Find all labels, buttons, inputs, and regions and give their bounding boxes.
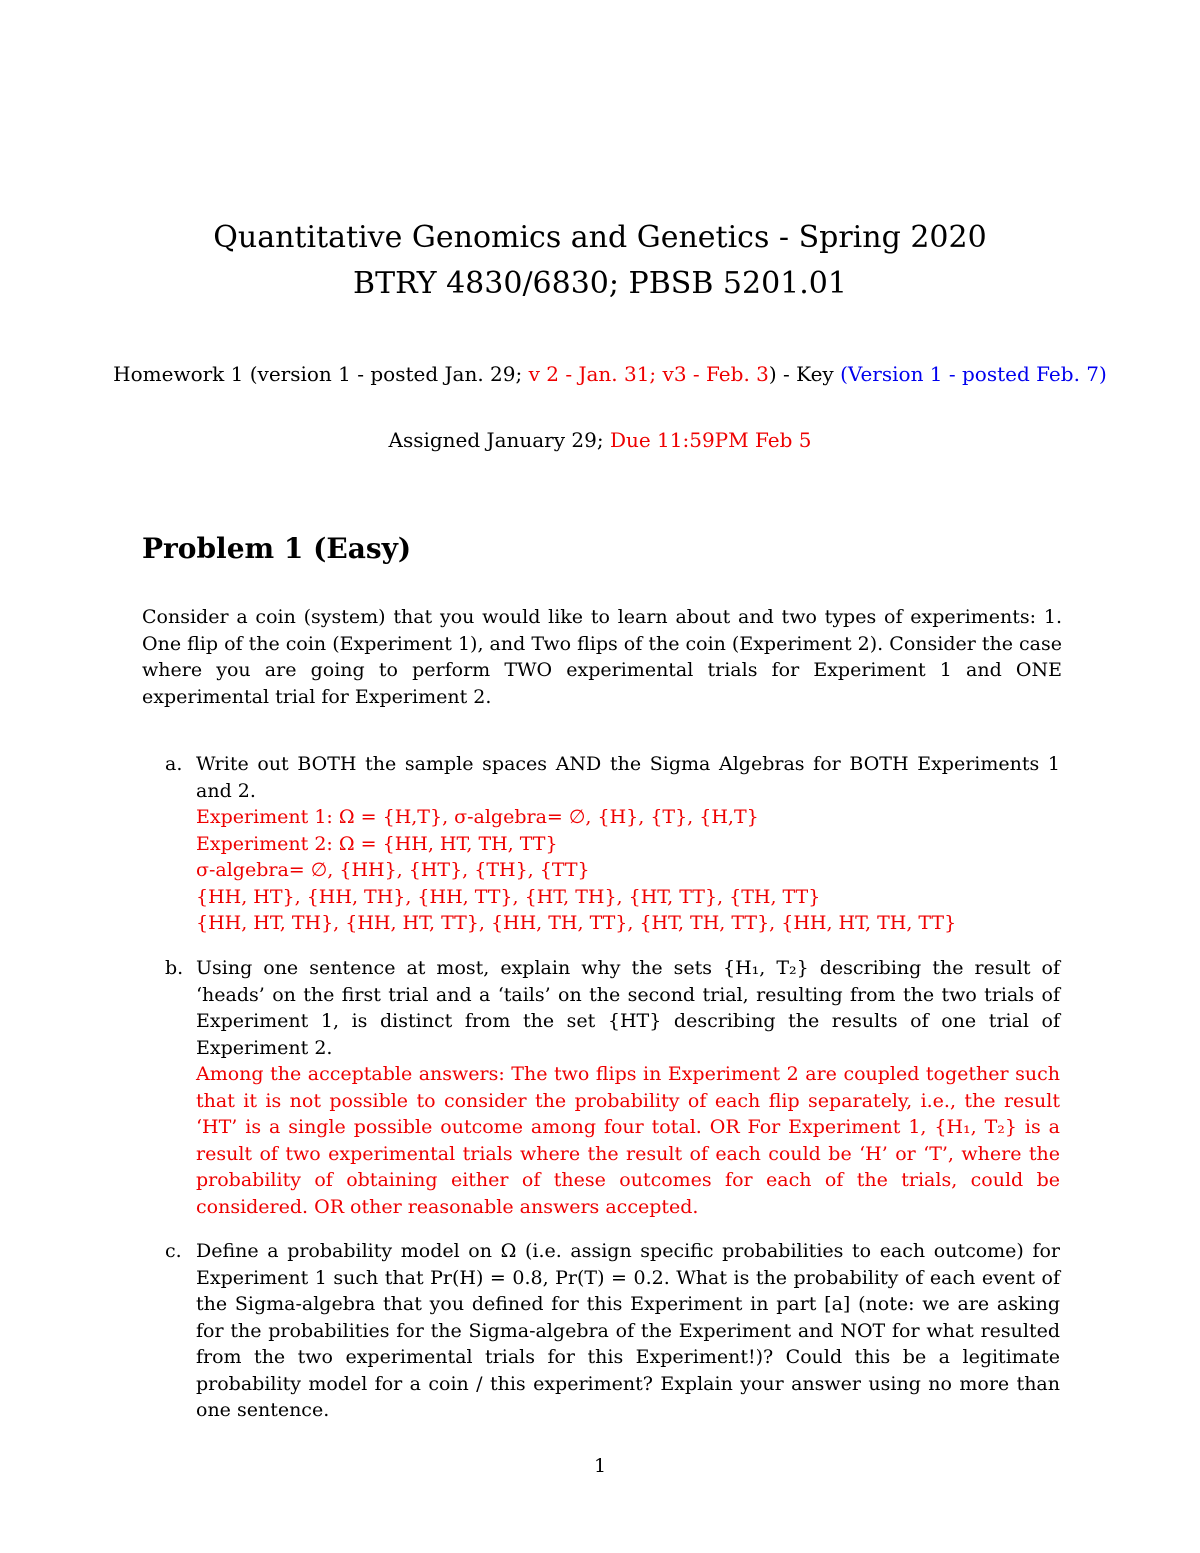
part-b	[165, 955, 1060, 1061]
part-c	[165, 1238, 1060, 1424]
answer-line: {HH, HT}, {HH, TH}, {HH, TT}, {HT, TH}, {HT, TT}, {TH, TT}	[196, 885, 821, 908]
hw-key-version: (Version 1 - posted Feb. 7)	[840, 362, 1107, 386]
answer-line: Experiment 1: Ω = {H,T}, σ-algebra= ∅, {H}, {T}, {H,T}	[196, 806, 759, 828]
due-date: Due 11:59PM Feb 5	[609, 428, 812, 452]
problem-heading: Problem 1 (Easy)	[142, 532, 412, 565]
homework-version-line	[10, 362, 1200, 386]
course-title: Quantitative Genomics and Genetics - Spring 2020	[213, 220, 987, 255]
part-b-label: b.	[165, 957, 184, 979]
assigned-line	[0, 428, 1200, 452]
part-a-question: Write out BOTH the sample spaces AND the Sigma Algebras for BOTH Experiments 1 and 2.	[196, 753, 1060, 802]
problem-intro: Consider a coin (system) that you would like to learn about and two types of experiments: 1. One flip of the coin (Experiment 1), and Two flips of the coin (Experiment 2). Consider the case where you are going to perform TWO experimental trials for Experiment 1 and ONE experimental trial for Experiment 2.	[142, 606, 1062, 708]
hw-version-text: Homework 1 (version 1 - posted Jan. 29;	[113, 362, 529, 386]
hw-key-text: ) - Key	[768, 362, 841, 386]
answer-line: Experiment 2: Ω = {HH, HT, TH, TT}	[196, 832, 558, 855]
course-number: BTRY 4830/6830; PBSB 5201.01	[353, 266, 847, 301]
page-number: 1	[593, 1455, 607, 1477]
answer-line: {HH, HT, TH}, {HH, HT, TT}, {HH, TH, TT}, {HT, TH, TT}, {HH, HT, TH, TT}	[196, 912, 957, 934]
part-c-question: Define a probability model on Ω (i.e. assign specific probabilities to each outcome) for Experiment 1 such that Pr(H) = 0.8, Pr(T) = 0.2. What is the probability of each event of the Sigma-algebra that you defined for this Experiment in part [a] (note: we are asking for the probabilities for the Sigma-algebra of the Experiment and NOT for what resulted from the two experimental trials for this Experiment!)? Could this be a legitimate probability model for a coin / this experiment? Explain your answer using no more than one sentence.	[196, 1240, 1060, 1421]
assigned-date: Assigned January 29;	[388, 428, 610, 452]
part-b-question: Using one sentence at most, explain why the sets {H₁, T₂} describing the result of ‘heads’ on the first trial and a ‘tails’ on the second trial, resulting from the two trials of Experiment 1, is distinct from the set {HT} describing the results of one trial of Experiment 2.	[196, 957, 1060, 1059]
answer-line: σ-algebra= ∅, {HH}, {HT}, {TH}, {TT}	[196, 859, 590, 881]
part-a-answer	[196, 804, 1060, 937]
part-c-label: c.	[165, 1240, 182, 1262]
part-a-label: a.	[165, 753, 183, 775]
part-b-answer: Among the acceptable answers: The two flips in Experiment 2 are coupled together such that it is not possible to consider the probability of each flip separately, i.e., the result ‘HT’ is a single possible outcome among four total. OR For Experiment 1, {H₁, T₂} is a result of two experimental trials where the result of each could be ‘H’ or ‘T’, where the probability of obtaining either of these outcomes for each of the trials, could be considered. OR other reasonable answers accepted.	[196, 1063, 1060, 1218]
part-a	[165, 751, 1060, 804]
hw-version-updates: v 2 - Jan. 31; v3 - Feb. 3	[528, 362, 769, 386]
